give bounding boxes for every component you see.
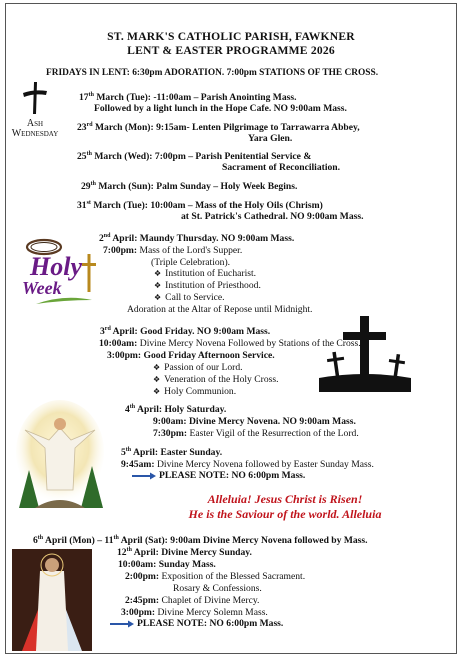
arrow-right-icon bbox=[132, 472, 156, 480]
week-word: Week bbox=[22, 278, 62, 298]
dm-item-1: 10:00am: Sunday Mass. bbox=[118, 559, 216, 570]
risen-christ-image bbox=[15, 400, 105, 510]
lent-item-1: 17th March (Tue): -11:00am – Parish Anointing Mass. bbox=[79, 91, 297, 103]
good-friday-service: 3:00pm: Good Friday Afternoon Service. bbox=[107, 350, 275, 361]
divine-mercy-image bbox=[12, 549, 92, 651]
thursday-bullet-2: ❖ Institution of Priesthood. bbox=[154, 280, 261, 291]
palm-leaf-icon bbox=[36, 296, 92, 306]
triple-celebration: (Triple Celebration). bbox=[151, 257, 231, 268]
easter-note: PLEASE NOTE: NO 6:00pm Mass. bbox=[159, 470, 306, 481]
novena-week: 6th April (Mon) – 11th April (Sat): 9:00am Divine Mercy Novena followed by Mass. bbox=[33, 534, 368, 546]
alleluia-line-2: He is the Saviour of the world. Alleluia bbox=[188, 507, 382, 521]
calvary-crosses-icon bbox=[319, 314, 411, 392]
good-friday-heading: 3rd April: Good Friday. NO 9:00am Mass. bbox=[100, 325, 271, 337]
parish-title: ST. MARK'S CATHOLIC PARISH, FAWKNER bbox=[107, 30, 355, 43]
lent-item-4: 29th March (Sun): Palm Sunday – Holy Week Begins. bbox=[81, 180, 298, 192]
programme-title: LENT & EASTER PROGRAMME 2026 bbox=[127, 44, 335, 57]
holy-thursday-mass: 7:00pm: Mass of the Lord's Supper. bbox=[103, 245, 243, 256]
ash-cross-icon bbox=[20, 80, 50, 116]
alleluia-line-1: Alleluia! Jesus Christ is Risen! bbox=[207, 492, 363, 506]
holy-saturday-heading: 4th April: Holy Saturday. bbox=[125, 403, 227, 415]
thursday-bullet-3: ❖ Call to Service. bbox=[154, 292, 225, 303]
lent-item-5: 31st March (Tue): 10:00am – Mass of the Holy Oils (Chrism) bbox=[77, 199, 323, 211]
ash-label: Ash bbox=[26, 118, 44, 129]
easter-vigil: 7:30pm: Easter Vigil of the Resurrection of the Lord. bbox=[153, 428, 359, 439]
holy-thursday-heading: 2nd April: Maundy Thursday. NO 9:00am Mass. bbox=[99, 232, 295, 244]
friday-bullet-1: ❖ Passion of our Lord. bbox=[153, 362, 243, 373]
divine-mercy-sunday: 12th April: Divine Mercy Sunday. bbox=[117, 546, 252, 558]
small-cross-icon bbox=[82, 254, 96, 292]
arrow-right-icon bbox=[110, 620, 134, 628]
lent-item-3-cont: Sacrament of Reconciliation. bbox=[222, 162, 341, 173]
dm-item-3: Rosary & Confessions. bbox=[173, 583, 262, 594]
dm-item-4: 2:45pm: Chaplet of Divine Mercy. bbox=[125, 595, 260, 606]
divine-mercy-note: PLEASE NOTE: NO 6:00pm Mass. bbox=[137, 618, 284, 629]
thursday-bullet-1: ❖ Institution of Eucharist. bbox=[154, 268, 257, 279]
wednesday-label: Wednesday bbox=[11, 128, 59, 139]
holy-saturday-novena: 9:00am: Divine Mercy Novena. NO 9:00am Mass. bbox=[153, 416, 356, 427]
lent-item-2-cont: Yara Glen. bbox=[248, 133, 293, 144]
easter-sunday-heading: 5th April: Easter Sunday. bbox=[121, 446, 223, 458]
holy-word: Holy bbox=[30, 252, 82, 281]
friday-bullet-3: ❖ Holy Communion. bbox=[153, 386, 237, 397]
lent-item-1-cont: Followed by a light lunch in the Hope Cafe. NO 9:00am Mass. bbox=[94, 103, 347, 114]
friday-bullet-2: ❖ Veneration of the Holy Cross. bbox=[153, 374, 279, 385]
lent-item-5-cont: at St. Patrick's Cathedral. NO 9:00am Mass. bbox=[181, 211, 364, 222]
lent-item-3: 25th March (Wed): 7:00pm – Parish Penitential Service & bbox=[77, 150, 312, 162]
lent-item-2: 23rd March (Mon): 9:15am- Lenten Pilgrimage to Tarrawarra Abbey, bbox=[77, 121, 360, 133]
adoration-note: Adoration at the Altar of Repose until Midnight. bbox=[127, 304, 313, 315]
dm-item-5: 3:00pm: Divine Mercy Solemn Mass. bbox=[121, 607, 268, 618]
good-friday-novena: 10:00am: Divine Mercy Novena Followed by Stations of the Cross. bbox=[99, 338, 361, 349]
easter-sunday-mass: 9:45am: Divine Mercy Novena followed by Easter Sunday Mass. bbox=[121, 459, 374, 470]
fridays-in-lent: FRIDAYS IN LENT: 6:30pm ADORATION. 7:00pm STATIONS OF THE CROSS. bbox=[46, 68, 379, 78]
dm-item-2: 2:00pm: Exposition of the Blessed Sacrament. bbox=[125, 571, 306, 582]
